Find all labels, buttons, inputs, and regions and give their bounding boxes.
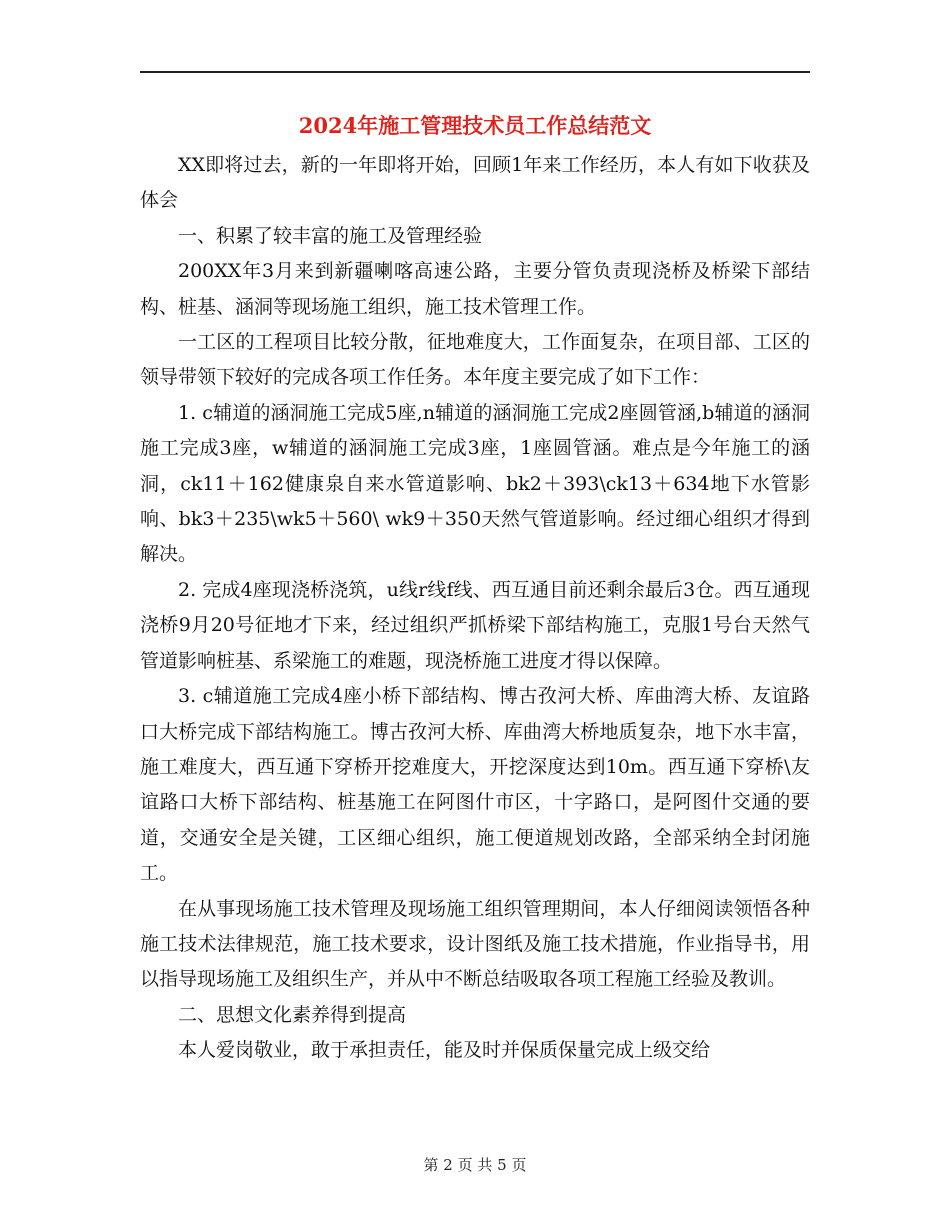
paragraph-assignment: 200XX年3月来到新疆喇喀高速公路，主要分管负责现浇桥及桥梁下部结构、桩基、涵洞等现场施工组织，施工技术管理工作。 <box>140 260 810 318</box>
section-heading-experience: 一、积累了较丰富的施工及管理经验 <box>178 224 483 247</box>
paragraph-item-1-culverts: 1. c辅道的涵洞施工完成5座,n辅道的涵洞施工完成2座圆管涵,b辅道的涵洞施工完成3座，w辅道的涵洞施工完成3座，1座圆管涵。难点是今年施工的涵洞，ck11＋162健康泉自来水管道影响、bk2＋393\ck13＋634地下水管影响、bk3＋235\wk5＋560\ wk9＋350天然气管道影响。经过细心组织才得到解决。 <box>140 401 810 566</box>
section-heading-culture: 二、思想文化素养得到提高 <box>178 1003 407 1026</box>
paragraph-work-area: 一工区的工程项目比较分散，征地难度大，工作面复杂，在项目部、工区的领导带领下较好的完成各项工作任务。本年度主要完成了如下工作： <box>140 331 810 389</box>
paragraph-item-3-bridge-substructure: 3. c辅道施工完成4座小桥下部结构、博古孜河大桥、库曲湾大桥、友谊路口大桥完成下部结构施工。博古孜河大桥、库曲湾大桥地质复杂，地下水丰富，施工难度大，西互通下穿桥开挖难度大，开挖深度达到10m。西互通下穿桥\友谊路口大桥下部结构、桩基施工在阿图什市区，十字路口，是阿图什交通的要道，交通安全是关键，工区细心组织，施工便道规划改路，全部采纳全封闭施工。 <box>140 685 810 885</box>
paragraph-technical-study: 在从事现场施工技术管理及现场施工组织管理期间，本人仔细阅读领悟各种施工技术法律规范，施工技术要求，设计图纸及施工技术措施，作业指导书，用以指导现场施工及组织生产，并从中不断总结吸取各项工程施工经验及教训。 <box>140 897 810 991</box>
paragraph-item-2-cast-bridges: 2. 完成4座现浇桥浇筑，u线r线f线、西互通目前还剩余最后3仓。西互通现浇桥9月20号征地才下来，经过组织严抓桥梁下部结构施工，克服1号台天然气管道影响桩基、系梁施工的难题，现浇桥施工进度才得以保障。 <box>140 578 810 672</box>
paragraph-dedication: 本人爱岗敬业，敢于承担责任，能及时并保质保量完成上级交给 <box>178 1039 711 1062</box>
page-number: 第 2 页 共 5 页 <box>423 1156 527 1174</box>
document-body <box>140 148 810 1069</box>
document-title: 2024年施工管理技术员工作总结范文 <box>298 113 652 138</box>
paragraph-intro: XX即将过去，新的一年即将开始，回顾1年来工作经历，本人有如下收获及体会 <box>140 154 810 212</box>
header-rule <box>140 71 810 73</box>
